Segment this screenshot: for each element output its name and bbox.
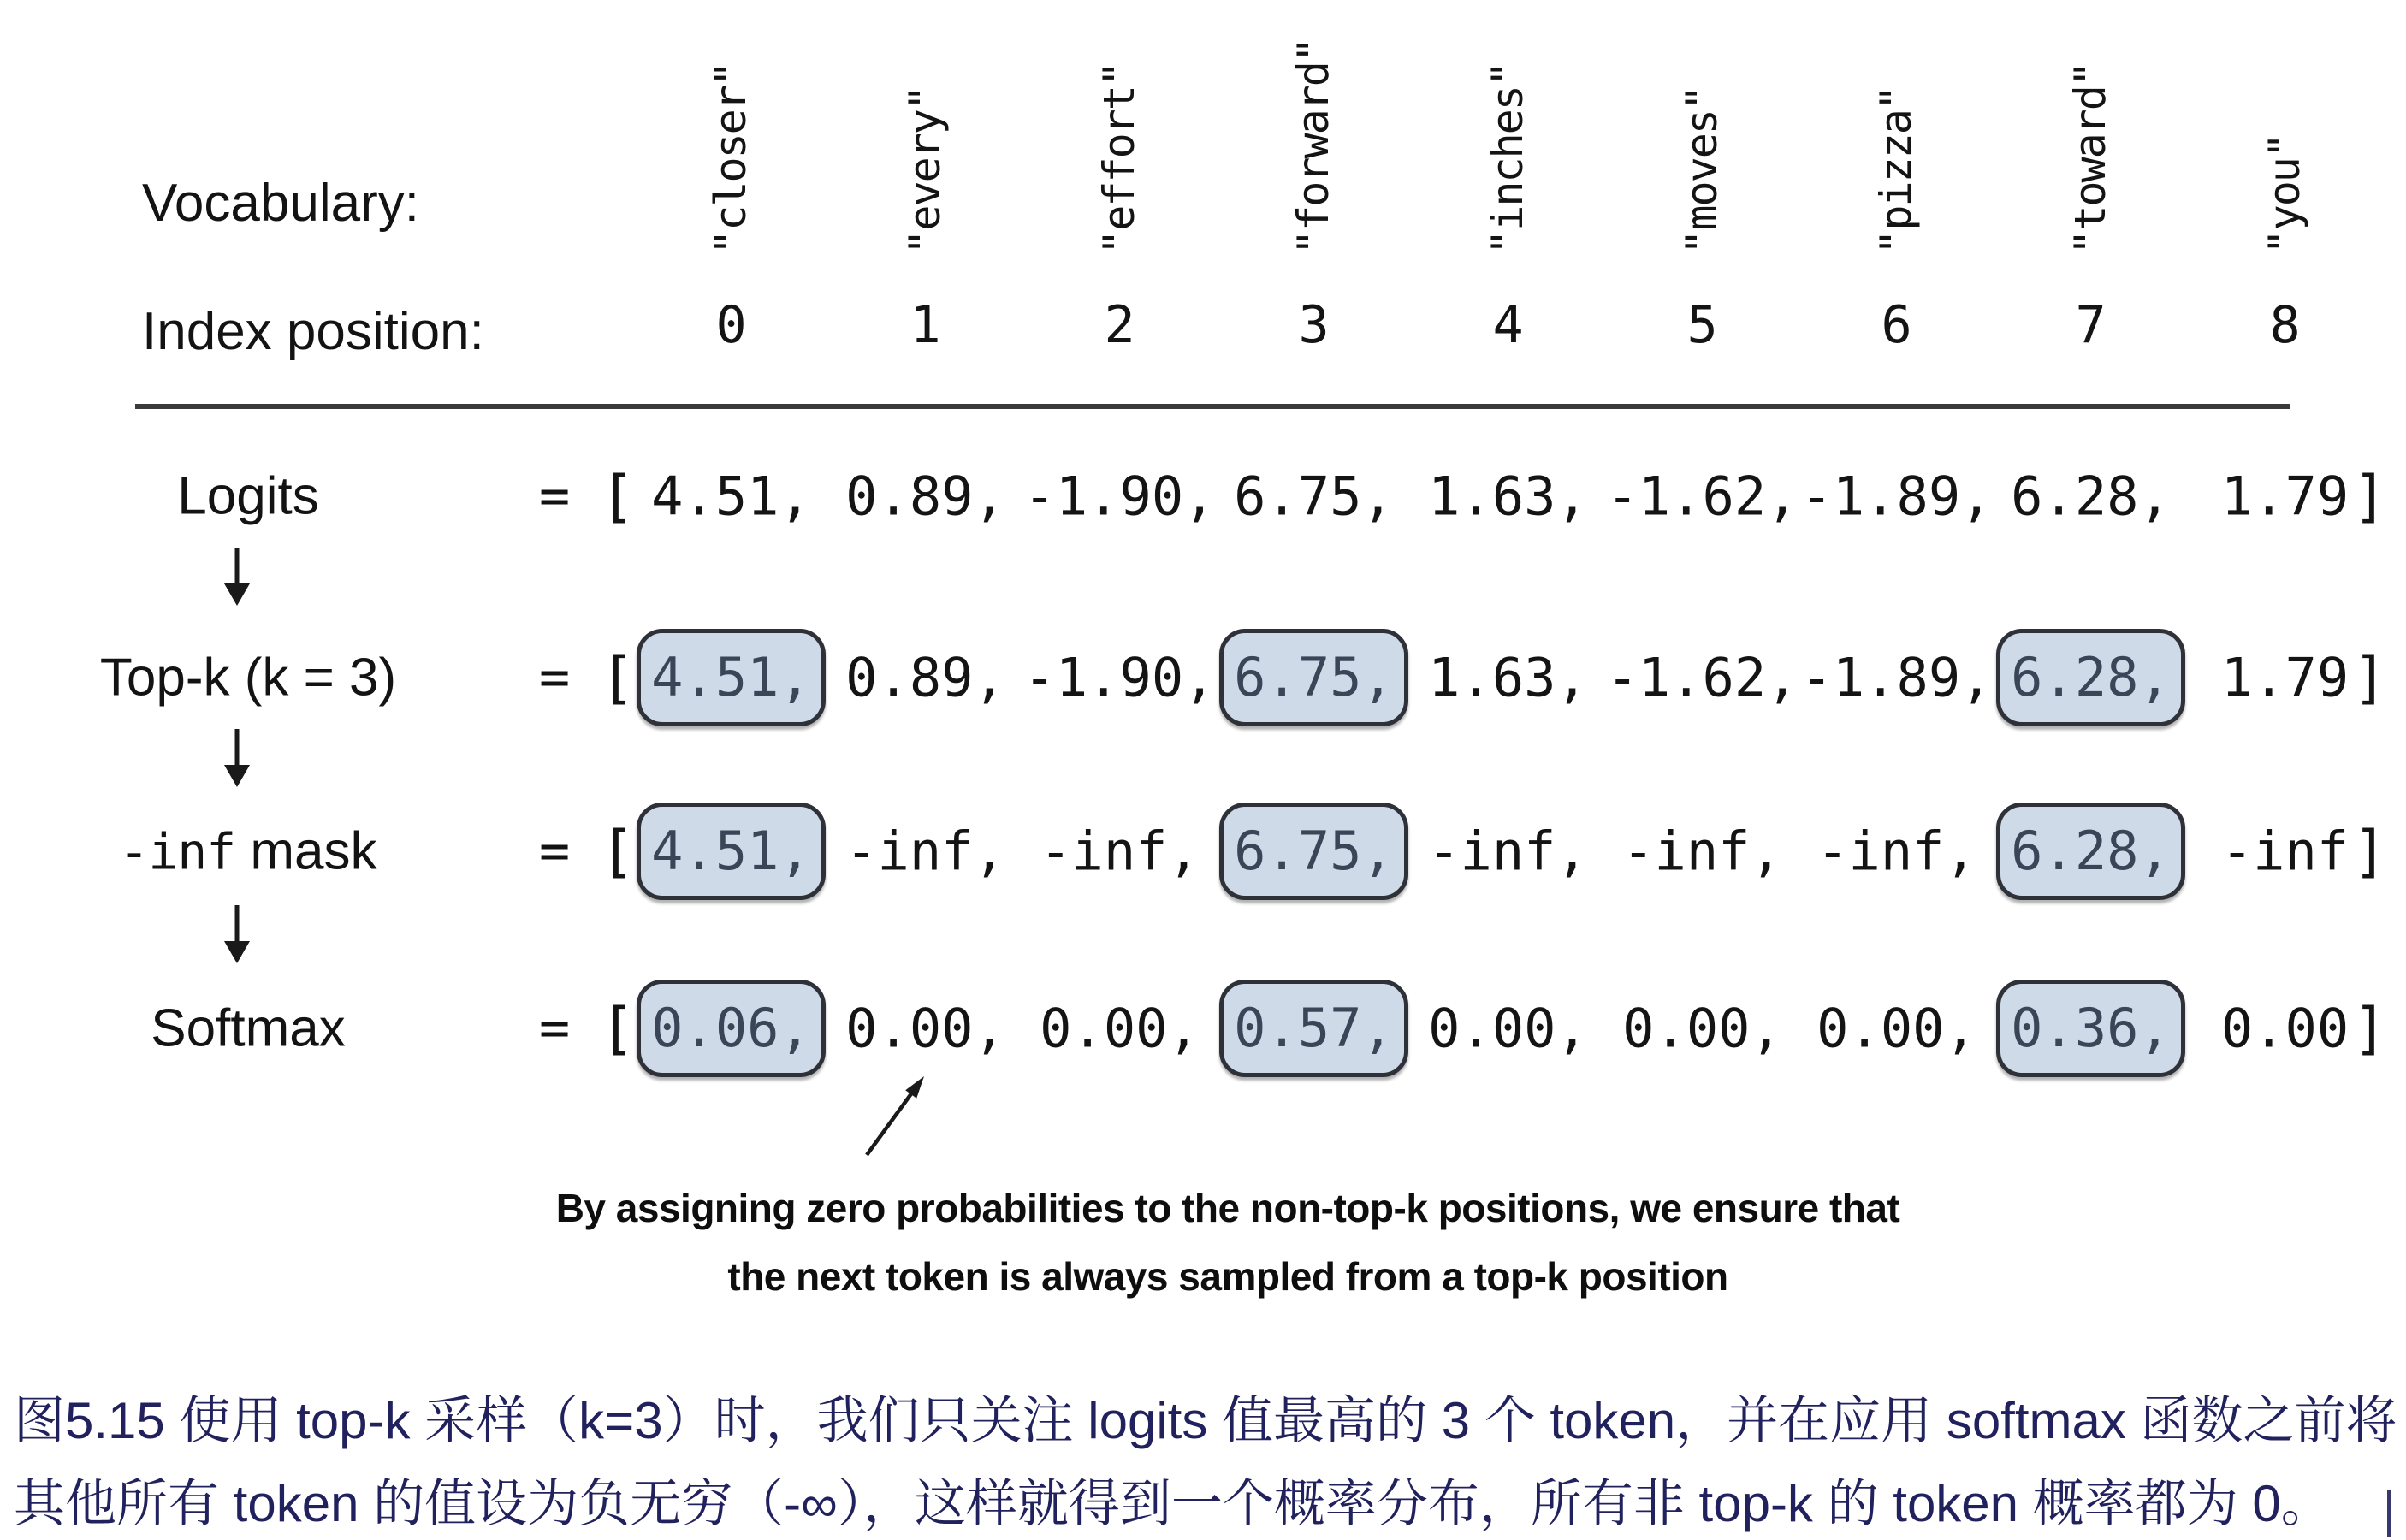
equals-sign: =: [539, 648, 571, 708]
value-cell: [1605, 647, 1799, 709]
topk-highlight-box: 6.28,: [1996, 803, 2185, 900]
row-label-text: -inf: [119, 822, 236, 881]
caption-line-2: 其他所有 token 的值设为负无穷（-∞），这样就得到一个概率分布，所有非 top-k 的 token 概率都为 0。: [14, 1475, 2332, 1532]
index-position-value: 2: [1104, 295, 1135, 355]
vector-value: 6.75,: [1234, 465, 1394, 528]
equals-sign: =: [539, 998, 571, 1058]
value-cell: [1605, 820, 1799, 883]
vector-value: 1.63,: [1428, 465, 1588, 528]
value-cell: [1411, 998, 1605, 1060]
index-position-label: Index position:: [142, 302, 484, 361]
index-position-value: 3: [1298, 295, 1330, 355]
row-label-text: Top-k (k = 3): [99, 648, 397, 708]
vector-row-softmax: [0, 956, 2406, 1101]
value-cell: [1605, 465, 1799, 528]
vector-value: 6.28,: [2011, 465, 2171, 528]
vector-value: 0.00,: [1816, 997, 1976, 1060]
vocab-word-label: "pizza": [1871, 86, 1922, 255]
figure-caption: [14, 1379, 2401, 1540]
vector-row-inf-mask: [0, 779, 2406, 924]
vector-value: -1.90,: [1023, 646, 1216, 709]
value-cell: [1022, 820, 1217, 883]
value-cell: [1799, 465, 1994, 528]
open-bracket: [: [601, 644, 635, 711]
vocab-word-label: "inches": [1483, 62, 1533, 255]
vector-value: 0.00,: [1622, 997, 1782, 1060]
vector-value: 0.89,: [845, 465, 1005, 528]
vocab-column: [1022, 0, 1217, 255]
vocab-word-label: "moves": [1677, 86, 1727, 255]
index-position-value: 8: [2269, 295, 2301, 355]
vector-value: -1.89,: [1800, 465, 1993, 528]
vector-value: 1.63,: [1428, 646, 1588, 709]
vocab-column: [2188, 0, 2382, 255]
topk-highlight-box: 0.06,: [637, 980, 826, 1077]
vector-value: -1.89,: [1800, 646, 1993, 709]
vector-value: -inf,: [845, 820, 1005, 883]
vector-value: 0.00: [2220, 997, 2350, 1060]
vocab-word-label: "toward": [2065, 62, 2116, 255]
value-cell: [1994, 803, 2188, 900]
value-cell: [1994, 465, 2188, 528]
value-cell: [1411, 820, 1605, 883]
topk-highlight-box: 6.75,: [1219, 629, 1408, 726]
vocab-column: [1605, 0, 1799, 255]
vocab-column: [1411, 0, 1605, 255]
topk-highlight-box: 6.75,: [1219, 803, 1408, 900]
value-cell: [828, 820, 1022, 883]
vector-value: -inf: [2220, 820, 2350, 883]
down-arrow-icon: [222, 548, 252, 606]
index-position-value: 1: [910, 295, 941, 355]
value-cell: [1994, 629, 2188, 726]
vector-value: 0.00,: [1040, 997, 1200, 1060]
row-label-logits: [51, 466, 445, 527]
row-label-text: mask: [235, 821, 377, 881]
topk-highlight-box: 0.57,: [1219, 980, 1408, 1077]
down-arrow-icon: [222, 729, 252, 787]
vocab-column: [1799, 0, 1994, 255]
vector-value: 0.00,: [845, 997, 1005, 1060]
topk-highlight-box: 6.28,: [1996, 629, 2185, 726]
vector-row-top-k: [0, 605, 2406, 750]
vocab-column: [1217, 0, 1411, 255]
index-position-value: 7: [2075, 295, 2107, 355]
value-cell: [634, 980, 828, 1077]
vocab-word-label: "every": [900, 86, 951, 255]
value-cell: [1411, 465, 1605, 528]
equals-sign: =: [539, 821, 571, 881]
value-cell: [1217, 803, 1411, 900]
vector-value: -inf,: [1816, 820, 1976, 883]
down-arrow-icon: [222, 905, 252, 963]
value-cell: [1605, 998, 1799, 1060]
value-cell: [1799, 647, 1994, 709]
open-bracket: [: [601, 995, 635, 1062]
vocab-word-label: "effort": [1094, 62, 1145, 255]
value-cell: [1799, 820, 1994, 883]
vector-value: 4.51,: [651, 465, 811, 528]
vector-value: -inf,: [1428, 820, 1588, 883]
vocab-column: [1994, 0, 2188, 255]
value-cell: [634, 629, 828, 726]
row-label-text: Softmax: [151, 998, 346, 1058]
vector-value: -1.62,: [1606, 646, 1799, 709]
row-label-text: Logits: [177, 466, 319, 526]
annotation-line-2: the next token is always sampled from a top-k position: [727, 1254, 1728, 1299]
close-bracket: ]: [2353, 818, 2387, 885]
topk-highlight-box: 4.51,: [637, 629, 826, 726]
value-cell: [828, 998, 1022, 1060]
annotation-line-1: By assigning zero probabilities to the non-top-k positions, we ensure that: [555, 1186, 1900, 1230]
vector-value: 0.00,: [1428, 997, 1588, 1060]
value-cell: [1799, 998, 1994, 1060]
header-divider-line: [135, 404, 2290, 409]
value-cell: [1022, 465, 1217, 528]
vocab-column: [828, 0, 1022, 255]
topk-highlight-box: 4.51,: [637, 803, 826, 900]
vocab-word-label: "closer": [706, 62, 756, 255]
vector-value: -inf,: [1040, 820, 1200, 883]
vocab-word-label: "forward": [1289, 38, 1339, 255]
open-bracket: [: [601, 463, 635, 530]
caption-line-1: 图5.15 使用 top-k 采样（k=3）时，我们只关注 logits 值最高的 3 个 token，并在应用 softmax 函数之前将: [14, 1392, 2397, 1449]
vector-value: 1.79: [2220, 465, 2350, 528]
value-cell: [1411, 647, 1605, 709]
topk-highlight-box: 0.36,: [1996, 980, 2185, 1077]
value-cell: [634, 803, 828, 900]
equals-sign: =: [539, 466, 571, 526]
open-bracket: [: [601, 818, 635, 885]
value-cell: [1994, 980, 2188, 1077]
value-cell: [828, 647, 1022, 709]
close-bracket: ]: [2353, 463, 2387, 530]
value-cell: [1217, 465, 1411, 528]
index-position-value: 0: [715, 295, 747, 355]
index-position-value: 5: [1686, 295, 1718, 355]
vector-row-logits: [0, 424, 2406, 569]
text-cursor: [2387, 1490, 2391, 1537]
value-cell: [634, 465, 828, 528]
value-cell: [1022, 998, 1217, 1060]
annotation-pointer-arrow-icon: [847, 1065, 941, 1168]
index-position-value: 6: [1881, 295, 1912, 355]
vocab-word-label: "you": [2260, 134, 2310, 255]
vocab-column: [634, 0, 828, 255]
value-cell: [1217, 980, 1411, 1077]
index-position-value: 4: [1492, 295, 1524, 355]
row-label-inf-mask: [51, 821, 445, 882]
vector-value: 1.79: [2220, 646, 2350, 709]
row-label-top-k: [51, 648, 445, 708]
value-cell: [1217, 629, 1411, 726]
vector-value: -1.90,: [1023, 465, 1216, 528]
vector-value: -1.62,: [1606, 465, 1799, 528]
annotation-text: [458, 1174, 1998, 1311]
value-cell: [828, 465, 1022, 528]
vector-value: 0.89,: [845, 646, 1005, 709]
vocabulary-label: Vocabulary:: [142, 174, 419, 233]
close-bracket: ]: [2353, 644, 2387, 711]
vector-value: -inf,: [1622, 820, 1782, 883]
close-bracket: ]: [2353, 995, 2387, 1062]
value-cell: [1022, 647, 1217, 709]
row-label-softmax: [51, 998, 445, 1059]
